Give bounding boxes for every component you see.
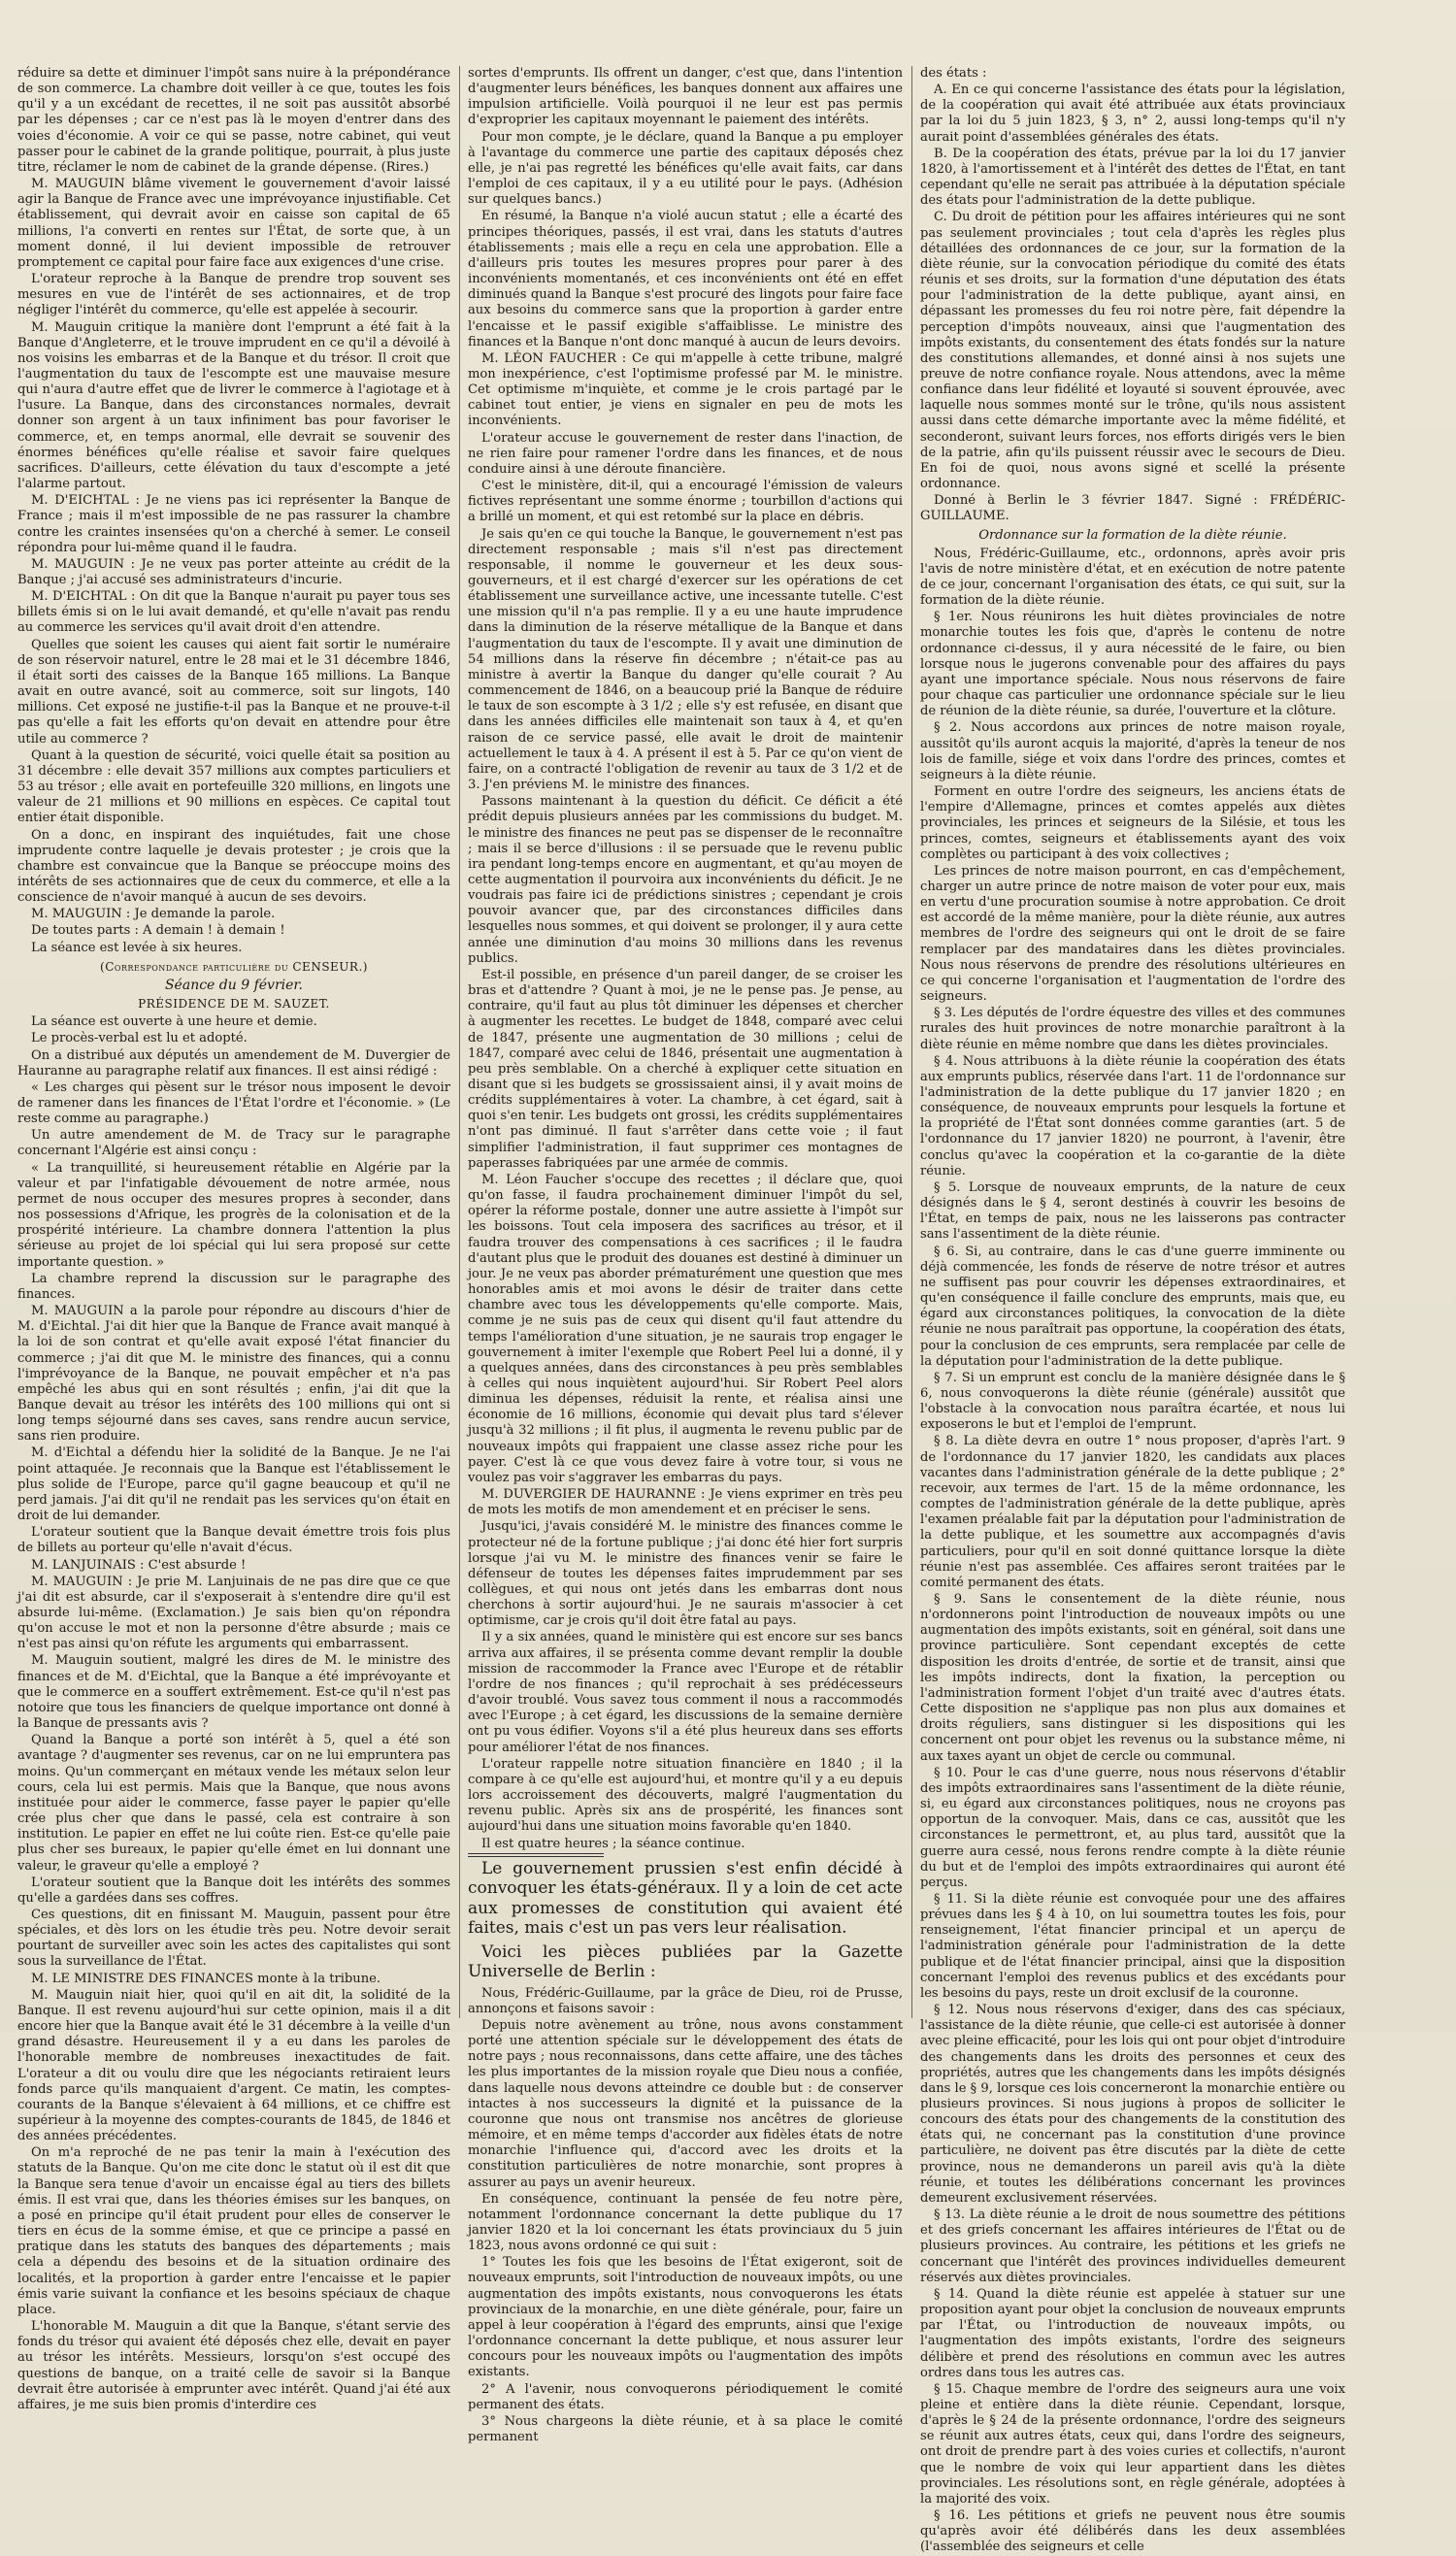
column-2 [468, 66, 904, 2445]
paragraph: Séance du 9 février. [164, 977, 304, 993]
paragraph: B. De la coopération des états, prévue par la loi du 17 janvier 1820, à l'amortissement et à l'intérêt des dettes de l'État, en tant cependant qu'elle ne serait pas attribuée à la députation spéciale des états pour l'administration de la dette publique. [920, 146, 1345, 209]
paragraph: Donné à Berlin le 3 février 1847. Signé : FRÉDÉRIC-GUILLAUME. [920, 493, 1345, 524]
paragraph: Nous, Frédéric-Guillaume, etc., ordonnons, après avoir pris l'avis de notre ministère d'état, et en exécution de notre patente de ce jour, concernant l'organisation des états, ce qui suit, sur la formation de la diète réunie. [920, 546, 1345, 609]
paragraph: L'orateur soutient que la Banque devait émettre trois fois plus de billets au porteur qu'elle n'avait d'écus. [17, 1525, 450, 1556]
paragraph: § 2. Nous accordons aux princes de notre maison royale, aussitôt qu'ils auront acquis la majorité, d'après la teneur de nos lois de famille, siége et voix dans l'ordre des princes, comtes et seigneurs à la diète réunie. [920, 720, 1345, 782]
paragraph: des états : [920, 66, 987, 81]
paragraph: Passons maintenant à la question du déficit. Ce déficit a été prédit depuis plusieurs années par les commissions du budget. M. le ministre des finances ne peut pas se dispenser de le reconnaître ; mais il se berce d'illusions : il se persuade que le revenu public ira pendant long-temps encore en augmentant, et qu'au moyen de cette augmentation il pourvoira aux inconvénients du déficit. Je ne voudrais pas faire ici de prédictions sinistres ; cependant je crois pouvoir avancer que, par des circonstances difficiles dans lesquelles nous sommes, et qui doivent se prolonger, il y aura cette année une diminution d'au moins 30 millions dans les revenus publics. [468, 794, 903, 966]
paragraph: L'orateur soutient que la Banque doit les intérêts des sommes qu'elle a gardées dans ses coffres. [17, 1875, 450, 1906]
paragraph: M. DUVERGIER DE HAURANNE : Je viens exprimer en très peu de mots les motifs de mon amendement et en préciser le sens. [468, 1487, 903, 1518]
paragraph: 2° A l'avenir, nous convoquerons périodiquement le comité permanent des états. [468, 2381, 903, 2412]
paragraph: Le gouvernement prussien s'est enfin décidé à convoquer les états-généraux. Il y a loin de cet acte aux promesses de constitution qui avaient été faites, mais c'est un pas vers leur réalisation. [468, 1858, 903, 1939]
paragraph: Nous, Frédéric-Guillaume, par la grâce de Dieu, roi de Prusse, annonçons et faisons savoir : [468, 1985, 903, 2016]
paragraph: M. Mauguin soutient, malgré les dires de M. le ministre des finances et de M. d'Eichtal, que la Banque a été imprévoyante et que le commerce en a souffert extrêmement. Est-ce qu'il n'est pas notoire que tous les financiers de quelque importance ont donné à la Banque de pressants avis ? [17, 1653, 450, 1732]
paragraph: M. D'EICHTAL : On dit que la Banque n'aurait pu payer tous ses billets émis si on le lui avait demandé, et qu'elle n'avait pas rendu au commerce les services qu'il avait droit d'en attendre. [17, 589, 450, 636]
paragraph: M. LANJUINAIS : C'est absurde ! [31, 1557, 247, 1573]
paragraph: Pour mon compte, je le déclare, quand la Banque a pu employer à l'avantage du commerce une partie des capitaux déposés chez elle, je n'ai pas regretté les bénéfices qu'elle avait faits, car dans l'emploi de ces capitaux, il y a eu utilité pour le pays. (Adhésion sur quelques bancs.) [468, 129, 903, 208]
paragraph: § 16. Les pétitions et griefs ne peuvent nous être soumis qu'après avoir été délibérés dans les deux assemblées (l'assemblée des seigneurs et celle [920, 2508, 1345, 2555]
paragraph: (Correspondance particulière du CENSEUR.) [100, 959, 368, 974]
paragraph: M. Mauguin critique la manière dont l'emprunt a été fait à la Banque d'Angleterre, et le trouve imprudent en ce qu'il a dévoilé à nos voisins les embarras et de la Banque et du trésor. Il croit que l'augmentation du taux de l'escompte est une mauvaise mesure qui n'aura d'autre effet que de livrer le commerce à l'agiotage et à l'usure. La Banque, dans des circonstances normales, devrait donner son argent à un taux infiniment bas pour favoriser le commerce, et, en temps anormal, elle devrait se souvenir des énormes bénéfices qu'elle réalise et savoir faire quelques sacrifices. D'ailleurs, cette élévation du taux d'escompte a jeté l'alarme partout. [17, 319, 450, 492]
paragraph: Il est quatre heures ; la séance continue. [481, 1836, 745, 1851]
paragraph: « La tranquillité, si heureusement rétablie en Algérie par la valeur et par l'infatigable dévouement de notre armée, nous permet de nous occuper des mesures propres à seconder, dans nos possessions d'Afrique, les progrès de la colonisation et de la prospérité intérieure. La chambre donnera l'attention la plus sérieuse au projet de loi spécial qui lui sera proposé sur cette importante question. » [17, 1160, 450, 1270]
column-divider [911, 66, 912, 2018]
paragraph: M. MAUGUIN : Je prie M. Lanjuinais de ne pas dire que ce que j'ai dit est absurde, car il s'exposerait à s'entendre dire qu'il est absurde lui-même. (Exclamation.) Je sais bien qu'on répondra qu'on accuse le mot et non la personne d'être absurde ; mais ce n'est pas ainsi qu'on réfute les arguments qui embarrassent. [17, 1574, 450, 1652]
paragraph: PRÉSIDENCE DE M. SAUZET. [138, 997, 330, 1012]
column-divider [459, 66, 460, 2018]
paragraph: § 10. Pour le cas d'une guerre, nous nous réservons d'établir des impôts extraordinaires sans l'assentiment de la diète réunie, si, eu égard aux circonstances politiques, nous ne croyons pas opportun de la convoquer. Mais, dans ce cas, aussitôt que les circonstances le permettront, et, au plus tard, aussitôt que la guerre aura cessé, nous ferons rendre compte à la diète réunie du but et de l'emploi des impôts extraordinaires qui auront été perçus. [920, 1765, 1345, 1890]
paragraph: Je sais qu'en ce qui touche la Banque, le gouvernement n'est pas directement responsable ; mais s'il n'est pas directement responsable, il nomme le gouverneur et les deux sous-gouverneurs, et il est chargé d'exercer sur les opérations de cet établissement une surveillance active, une incessante tutelle. C'est une mission qu'il n'a pas remplie. Il y a eu une haute imprudence dans la diminution de la réserve métallique de la Banque et dans l'augmentation du taux de l'escompte. Il y avait une diminution de 54 millions dans la réserve fin décembre ; n'était-ce pas au ministre à avertir la Banque du danger qu'elle courait ? Au commencement de 1846, on a beaucoup prié la Banque de réduire le taux de son escompte à 3 1/2 ; elle s'y est refusée, en disant que dans les années difficiles elle maintenait son taux à 4, et qu'en raison de ce service passé, elle avait le droit de maintenir actuellement le taux à 4. A présent il est à 5. Par ce qu'on vient de faire, on a contracté l'obligation de revenir au taux de 3 1/2 et de 3. J'en préviens M. le ministre des finances. [468, 526, 903, 793]
paragraph: sortes d'emprunts. Ils offrent un danger, c'est que, dans l'intention d'augmenter leurs bénéfices, les banques donnent aux affaires une impulsion artificielle. Voilà pourquoi il ne leur est pas permis d'exproprier les capitaux moyennant le paiement des intérêts. [468, 66, 903, 128]
paragraph: 1° Toutes les fois que les besoins de l'État exigeront, soit de nouveaux emprunts, soit l'introduction de nouveaux impôts, ou une augmentation des impôts existants, nous convoquerons les états provinciaux de la monarchie, en une diète générale, pour, faire un appel à leur coopération à l'égard des emprunts, ainsi que l'exige l'ordonnance concernant la dette publique, et nous assurer leur concours pour les nouveaux impôts ou l'augmentation des impôts existants. [468, 2255, 904, 2380]
paragraph: M. MAUGUIN a la parole pour répondre au discours d'hier de M. d'Eichtal. J'ai dit hier que la Banque de France avait manqué à la loi de son contrat et qu'elle avait exposé l'état financier du commerce ; j'ai dit que M. le ministre des finances, qui a connu l'imprévoyance de la Banque, ne pouvait empêcher et n'a pas empêché les abus qui en sont résultés ; enfin, j'ai dit que la Banque devait au trésor les intérêts des 100 millions qui ont si long temps séjourné dans ses caves, sans rendre aucun service, sans rien produire. [17, 1304, 450, 1444]
paragraph: C'est le ministère, dit-il, qui a encouragé l'émission de valeurs fictives représentant une somme énorme ; tourbillon d'actions qui a brillé un moment, et qui est retombé sur la place en débris. [468, 479, 903, 525]
paragraph: § 6. Si, au contraire, dans le cas d'une guerre imminente ou déjà commencée, les fonds de réserve de notre trésor et autres ne suffisent pas pour couvrir les dépenses extraordinaires, et qu'en conséquence il faille conclure des emprunts, mais que, eu égard aux circonstances politiques, la convocation de la diète réunie ne nous paraîtrait pas opportune, la coopération des états, pour la conclusion de ces emprunts, sera remplacée par celle de la députation pour l'administration de la dette publique. [920, 1244, 1345, 1369]
paragraph: Ordonnance sur la formation de la diète réunie. [978, 527, 1287, 543]
paragraph: § 11. Si la diète réunie est convoquée pour une des affaires prévues dans les § 4 à 10, on lui soumettra toutes les fois, pour renseignement, l'état financier principal et un aperçu de l'administration générale pour l'administration de la dette publique et de l'état financier principal, ainsi que la disposition concernant l'emploi des revenus publics et des excédants pour les besoins du pays, reste un droit exclusif de la couronne. [920, 1891, 1345, 2001]
column-3 [920, 66, 1345, 2555]
paragraph: § 3. Les députés de l'ordre équestre des villes et des communes rurales des huit provinces de notre monarchie paraîtront à la diète réunie en même nombre que dans les diètes provinciales. [920, 1006, 1345, 1052]
paragraph: On a donc, en inspirant des inquiétudes, fait une chose imprudente contre laquelle je devais protester ; je crois que la chambre est convaincue que la Banque se préoccupe moins des intérêts de ses actionnaires que de ceux du commerce, et elle a la conscience de n'avoir manqué à aucun de ses devoirs. [17, 827, 450, 906]
paragraph: L'orateur reproche à la Banque de prendre trop souvent ses mesures en vue de l'intérêt de ses actionnaires, et de trop négliger l'intérêt du commerce, qu'elle est appelée à secourir. [17, 272, 450, 318]
paragraph: réduire sa dette et diminuer l'impôt sans nuire à la prépondérance de son commerce. La chambre doit veiller à ce que, toutes les fois qu'il y a un excédant de recettes, il ne soit pas aussitôt absorbé par les dépenses ; car ce n'est pas là le moyen d'entrer dans des voies d'économie. A voir ce qui se passe, notre cabinet, qui veut passer pour le cabinet de la grande politique, pourrait, à plus juste titre, réclamer le nom de cabinet de la grande dépense. (Rires.) [17, 66, 450, 175]
paragraph: L'orateur rappelle notre situation financière en 1840 ; il la compare à ce qu'elle est aujourd'hui, et montre qu'il y a eu depuis lors accroissement des découverts, malgré l'augmentation du revenu public. Après six ans de prospérité, les finances sont aujourd'hui dans une situation moins favorable qu'en 1840. [468, 1756, 903, 1835]
paragraph: M. MAUGUIN : Je ne veux pas porter atteinte au crédit de la Banque ; j'ai accusé ses administrateurs d'incurie. [17, 556, 450, 587]
paragraph: La séance est ouverte à une heure et demie. [31, 1014, 317, 1030]
paragraph: Quant à la question de sécurité, voici quelle était sa position au 31 décembre : elle devait 357 millions aux comptes particuliers et 53 au trésor ; elle avait en portefeuille 320 millions, en lingots une valeur de 21 millions et 90 millions en espèces. Ce capital tout entier était disponible. [17, 747, 450, 826]
paragraph: § 4. Nous attribuons à la diète réunie la coopération des états aux emprunts publics, réservée dans l'art. 11 de l'ordonnance sur l'administration de la dette publique du 17 janvier 1820 ; en conséquence, de nouveaux emprunts pour lesquels la fortune et la propriété de l'État sont données comme garanties (art. 5 de l'ordonnance du 17 janvier 1820) ne pourront, à l'avenir, être conclus qu'avec la coopération et la co-garantie de la diète réunie. [920, 1053, 1345, 1178]
paragraph: M. MAUGUIN : Je demande la parole. [31, 907, 276, 922]
paragraph: Il y a six années, quand le ministère qui est encore sur ses bancs arriva aux affaires, il se présenta comme devant remplir la double mission de raccommoder la France avec l'Europe et de rétablir l'ordre de nos finances ; qu'il reprochait à ses prédécesseurs d'avoir troublé. Vous savez tous comment il nous a raccommodés avec l'Europe ; à cet égard, les discussions de la semaine dernière ont pu vous édifier. Voyons s'il a été plus heureux dans ses efforts pour améliorer l'état de nos finances. [468, 1630, 903, 1755]
paragraph: Forment en outre l'ordre des seigneurs, les anciens états de l'empire d'Allemagne, princes et comtes appelés aux diètes provinciales, les princes et seigneurs de la Silésie, et tous les princes, comtes, seigneurs et établissements ayant des voix complètes ou participant à des voix collectives ; [920, 784, 1345, 862]
paragraph: § 12. Nous nous réservons d'exiger, dans des cas spéciaux, l'assistance de la diète réunie, que celle-ci est autorisée à donner avec pleine efficacité, pour les lois qui ont pour objet d'introduire des changements dans les droits des personnes et ceux des propriétés, autres que les changements dans les impôts désignés dans le § 9, lorsque ces lois concerneront la monarchie entière ou plusieurs provinces. Si nous jugions à propos de solliciter le concours des états pour des changements de la constitution des états qui, ne concernant pas la constitution d'une province particulière, ne doivent pas être discutés par la diète de cette province, nous ne demanderons un pareil avis qu'à la diète réunie, et toutes les délibérations concernant les provinces demeurent exclusivement réservées. [920, 2003, 1345, 2206]
paragraph: § 7. Si un emprunt est conclu de la manière désignée dans le § 6, nous convoquerons la diète réunie (générale) aussitôt que l'obstacle à la convocation nous paraîtra écartée, et nous lui exposerons le but et l'emploi de l'emprunt. [920, 1370, 1345, 1433]
paragraph: En conséquence, continuant la pensée de feu notre père, notamment l'ordonnance concernant la dette publique du 17 janvier 1820 et la loi concernant les états provinciaux du 5 juin 1823, nous avons ordonné ce qui suit : [468, 2191, 903, 2254]
paragraph: Le procès-verbal est lu et adopté. [31, 1031, 248, 1046]
paragraph: Voici les pièces publiées par la Gazette Universelle de Berlin : [468, 1942, 903, 1982]
paragraph: De toutes parts : A demain ! à demain ! [31, 923, 285, 939]
paragraph: On m'a reproché de ne pas tenir la main à l'exécution des statuts de la Banque. Qu'on me cite donc le statut où il est dit que la Banque sera tenue d'avoir un encaisse égal au tiers des billets émis. Il est vrai que, dans les théories émises sur les banques, on a posé en principe qu'il était prudent pour elles de conserver le tiers en écus de la somme émise, et que ce principe a passé en pratique dans les statuts des banques des départements ; mais cela a dépendu des besoins et de la situation ordinaire des localités, et la proportion à garder entre l'encaisse et le papier émis varie suivant la confiance et les besoins spéciaux de chaque place. [17, 2145, 450, 2317]
paragraph: § 9. Sans le consentement de la diète réunie, nous n'ordonnerons point l'introduction de nouveaux impôts ou une augmentation des impôts existants, soit en général, soit dans une province particulière. Sont cependant exceptés de cette disposition les droits d'entrée, de sortie et de transit, ainsi que les impôts indirects, dont la fixation, la perception ou l'administration forment l'objet d'un traité avec d'autres états. Cette disposition ne s'applique pas non plus aux domaines et droits réguliers, sans distinguer si les dispositions qui les concernent ont pour objet les revenus ou la substance même, ni aux taxes ayant un objet de cercle ou communal. [920, 1592, 1345, 1764]
paragraph: « Les charges qui pèsent sur le trésor nous imposent le devoir de ramener dans les finances de l'État l'ordre et l'économie. » (Le reste comme au paragraphe.) [17, 1079, 450, 1127]
paragraph: C. Du droit de pétition pour les affaires intérieures qui ne sont pas seulement provinciales ; tout cela d'après les règles plus détaillées des ordonnances de ce jour, sur la formation de la diète réunie, sur la convocation périodique du comité des états réunis et ses droits, sur la formation d'une députation des états pour l'administration de la dette publique, ayant ainsi, en dépassant les promesses du feu roi notre père, fait dépendre la perception d'impôts nouveaux, ainsi que l'augmentation des impôts existants, du consentement des états fondés sur la nature des constitutions allemandes, et donné ainsi à nos sujets une preuve de notre confiance royale. Nous attendons, avec la même confiance dans leur fidélité et loyauté si souvent éprouvée, avec laquelle nous sommes monté sur le trône, qu'ils nous assistent aussi dans cette démarche importante avec la même fidélité, et seconderont, suivant leurs forces, nos efforts dirigés vers le bien de la patrie, afin qu'ils puissent réussir avec le secours de Dieu. En foi de quoi, nous avons signé et scellé la présente ordonnance. [920, 210, 1345, 492]
paragraph: Quelles que soient les causes qui aient fait sortir le numéraire de son réservoir naturel, entre le 28 mai et le 31 décembre 1846, il était sorti des caisses de la Banque 165 millions. La Banque avait en outre avancé, soit au commerce, soit sur lingots, 140 millions. Cet exposé ne justifie-t-il pas la Banque et ne prouve-t-il pas qu'elle a fait les efforts qu'on devait en attendre pour être utile au commerce ? [17, 637, 450, 747]
paragraph: Jusqu'ici, j'avais considéré M. le ministre des finances comme le protecteur né de la fortune publique ; j'ai donc été hier fort surpris lorsque j'ai vu M. le ministre des finances venir se faire le défenseur de toutes les dépenses faites imprudemment par ses collègues, et qui nous ont jetés dans les embarras dont nous cherchons à sortir aujourd'hui. Je ne saurais m'associer à cet optimisme, car je crois qu'il doit être fatal au pays. [468, 1519, 903, 1629]
paragraph: La chambre reprend la discussion sur le paragraphe des finances. [17, 1271, 450, 1302]
paragraph: Quand la Banque a porté son intérêt à 5, quel a été son avantage ? d'augmenter ses revenus, car on ne lui empruntera pas moins. Qu'un commerçant en métaux vende les métaux selon leur cours, cela lui est permis. Mais que la Banque, que nous avons instituée pour aider le commerce, fasse payer le papier qu'elle crée plus cher que dans le passé, cela est contraire à son institution. Le papier en effet ne lui coûte rien. Est-ce qu'elle paie plus cher ses bureaux, le papier qu'elle émet en lui donnant une valeur, le graveur qu'elle a employé ? [17, 1733, 450, 1874]
paragraph: Les princes de notre maison pourront, en cas d'empêchement, charger un autre prince de notre maison de voter pour eux, mais en vertu d'une procuration soumise à notre approbation. Ce droit est accordé de la même manière, pour la diète réunie, aux autres membres de l'ordre des seigneurs qui ont le droit de se faire remplacer par des mandataires dans les diètes provinciales. Nous nous réservons de prendre des résolutions ultérieures en ce qui concerne l'organisation et l'augmentation de l'ordre des seigneurs. [920, 863, 1345, 1005]
paragraph: A. En ce qui concerne l'assistance des états pour la législation, de la coopération qui avait été attribuée aux états provinciaux par la loi du 5 juin 1823, § 3, n° 2, aussi long-temps qu'il n'y aurait point d'assemblées générales des états. [920, 83, 1345, 145]
paragraph: § 1er. Nous réunirons les huit diètes provinciales de notre monarchie toutes les fois que, d'après le contenu de notre ordonnance ci-dessus, il y aura nécessité de le faire, ou bien lorsque nous le jugerons convenable pour des affaires du pays ayant une importance spéciale. Nous nous réservons de faire pour chaque cas particulier une ordonnance spéciale sur le lieu de réunion de la diète réunie, sa durée, l'ouverture et la clôture. [920, 610, 1345, 719]
paragraph: § 14. Quand la diète réunie est appelée à statuer sur une proposition ayant pour objet la conclusion de nouveaux emprunts par l'État, ou l'introduction de nouveaux impôts, ou l'augmentation des impôts existants, l'ordre des seigneurs délibère et prend des résolutions en commun avec les autres ordres dans tous les autres cas. [920, 2286, 1345, 2380]
paragraph: M. D'EICHTAL : Je ne viens pas ici représenter la Banque de France ; mais il m'est impossible de ne pas rassurer la chambre contre les craintes insensées qu'on a cherché à semer. Le conseil répondra pour lui-même quand il le faudra. [17, 493, 450, 555]
paragraph: L'honorable M. Mauguin a dit que la Banque, s'étant servie des fonds du trésor qui avaient été déposés chez elle, devait en payer au trésor les intérêts. Messieurs, lorsqu'on s'est occupé des questions de banque, on a traité celle de savoir si la Banque devrait être autorisée à emprunter avec intérêt. Quand j'ai été aux affaires, je me suis bien promis d'interdire ces [17, 2319, 450, 2412]
paragraph: M. d'Eichtal a défendu hier la solidité de la Banque. Je ne l'ai point attaquée. Je reconnais que la Banque est l'établissement le plus solide de l'Europe, parce qu'il gagne beaucoup et qu'il ne perd jamais. J'ai dit qu'il ne rendait pas les services qu'on était en droit de lui demander. [17, 1445, 450, 1524]
paragraph: Est-il possible, en présence d'un pareil danger, de se croiser les bras et d'attendre ? Quant à moi, je ne le pense pas. Je pense, au contraire, qu'il faut au plus tôt diminuer les dépenses et chercher à augmenter les recettes. Le budget de 1848, comparé avec celui de 1847, présente une augmentation de 30 millions ; celui de 1847, comparé avec celui de 1846, présentait une augmentation à peu près semblable. On a cherché à expliquer cette situation en disant que si les budgets se grossissaient ainsi, il y avait moins de crédits supplémentaires à voter. La chambre, à cet égard, sait à quoi s'en tenir. Les budgets ont grossi, les crédits supplémentaires n'ont pas diminué. Il faut s'arrêter dans cette voie ; il faut simplifier l'administration, il faut supprimer ces montagnes de paperasses fabriquées par une armée de commis. [468, 967, 903, 1171]
paragraph: L'orateur accuse le gouvernement de rester dans l'inaction, de ne rien faire pour ramener l'ordre dans les finances, et de nous conduire ainsi à une déroute financière. [468, 430, 903, 477]
paragraph: En résumé, la Banque n'a violé aucun statut ; elle a écarté des principes théoriques, passés, il est vrai, dans les statuts d'autres établissements ; mais elle a reçu en cela une approbation. Elle a d'ailleurs pris toutes les mesures propres pour parer à des inconvénients momentanés, et ces inconvénients ont été en effet diminués quand la Banque s'est procuré des lingots pour faire face aux besoins du commerce sans que la proportion à garder entre l'encaisse et le passif exigible s'affaiblisse. Le ministre des finances et la Banque n'ont donc manqué à aucun de leurs devoirs. [468, 209, 903, 349]
paragraph: M. LÉON FAUCHER : Ce qui m'appelle à cette tribune, malgré mon inexpérience, c'est l'optimisme professé par M. le ministre. Cet optimisme m'inquiète, et comme je le crois partagé par le cabinet tout entier, je viens en signaler en peu de mots les inconvénients. [468, 350, 903, 429]
paragraph: La séance est levée à six heures. [31, 940, 243, 955]
paragraph: § 15. Chaque membre de l'ordre des seigneurs aura une voix pleine et entière dans la diète réunie. Cependant, lorsque, d'après le § 24 de la présente ordonnance, l'ordre des seigneurs se réunit aux autres états, ceux qui, dans l'ordre des seigneurs, ont droit de prendre part à des voies curies et collectifs, n'auront que le nombre de voix qui leur appartient dans les diètes provinciales. Les résolutions sont, en règle générale, adoptées à la majorité des voix. [920, 2381, 1345, 2506]
paragraph: M. Léon Faucher s'occupe des recettes ; il déclare que, quoi qu'on fasse, il faudra prochainement diminuer l'impôt du sel, opérer la réforme postale, donner une autre assiette à l'impôt sur les boissons. Tout cela imposera des sacrifices au trésor, et il faudra trouver des compensations à ces sacrifices ; il le faudra d'autant plus que le produit des douanes est destiné à diminuer un jour. Je ne veux pas aborder prématurément une question que mes honorables amis et moi avons le désir de traiter dans cette chambre avec tous les développements qu'elle comporte. Mais, comme je ne suis pas de ceux qui disent qu'il faut attendre du temps l'amélioration d'une situation, je ne saurais trop engager le gouvernement à imiter l'exemple que Robert Peel lui a donné, il y a quelques années, dans des circonstances à peu près semblables à celles qui nous inquiètent aujourd'hui. Sir Robert Peel alors diminua les dépenses, réduisit la rente, et réalisa ainsi une économie de 16 millions, économie qui devait plus tard s'élever jusqu'à 32 millions ; il fit plus, il augmenta le revenu public par de nouveaux impôts qui frappaient une classe assez riche pour les payer. C'est là ce que vous devez faire à votre tour, si vous ne voulez pas voir s'aggraver les embarras du pays. [468, 1172, 903, 1485]
paragraph: § 13. La diète réunie a le droit de nous soumettre des pétitions et des griefs concernant les affaires intérieures de l'État ou de plusieurs provinces. Au contraire, les pétitions et les griefs ne concernant que l'intérêt des provinces individuelles demeurent réservés aux diètes provinciales. [920, 2207, 1345, 2285]
paragraph: M. LE MINISTRE DES FINANCES monte à la tribune. [31, 1971, 381, 1986]
paragraph: Depuis notre avènement au trône, nous avons constamment porté une attention spéciale sur le développement des états de notre pays ; nous reconnaissons, dans cette affaire, une des tâches les plus importantes de la mission royale que Dieu nous a confiée, dans laquelle nous devons atteindre ce double but : de conserver intactes à nos successeurs la dignité et la puissance de la couronne que nous ont transmise nos ancêtres de glorieuse mémoire, et en même temps d'accorder aux fidèles états de notre monarchie l'influence qui, d'accord avec les droits et la constitution particulières de notre monarchie, sont propres à assurer au pays un avenir heureux. [468, 2017, 903, 2190]
paragraph: On a distribué aux députés un amendement de M. Duvergier de Hauranne au paragraphe relatif aux finances. Il est ainsi rédigé : [17, 1047, 450, 1079]
paragraph: § 5. Lorsque de nouveaux emprunts, de la nature de ceux désignés dans le § 4, seront destinés à couvrir les besoins de l'État, en temps de paix, nous ne les laisserons pas contracter sans l'assentiment de la diète réunie. [920, 1179, 1345, 1243]
section-separator [468, 1853, 604, 1857]
paragraph: M. Mauguin niait hier, quoi qu'il en ait dit, la solidité de la Banque. Il est revenu aujourd'hui sur cette opinion, mais il a dit encore hier que la Banque avait été le 31 décembre à la veille d'un grand désastre. Heureusement il y a eu dans les paroles de l'honorable membre de nombreuses inexactitudes de fait. L'orateur a dit ou voulu dire que les négociants retiraient leurs fonds parce qu'ils manquaient d'argent. Ce matin, les comptes-courants de la Banque s'élevaient à 64 millions, et ce chiffre est supérieur à la moyenne des comptes-courants de 1845, de 1846 et des années précédentes. [17, 1987, 450, 2144]
paragraph: Un autre amendement de M. de Tracy sur le paragraphe concernant l'Algérie est ainsi conçu : [17, 1128, 450, 1159]
paragraph: M. MAUGUIN blâme vivement le gouvernement d'avoir laissé agir la Banque de France avec une imprévoyance injustifiable. Cet établissement, qui devrait avoir en caisse son capital de 65 millions, l'a converti en rentes sur l'État, de sorte que, à un moment donné, il lui devient impossible de retrouver promptement ce capital pour faire face aux exigences d'une crise. [17, 177, 450, 270]
column-1 [17, 66, 450, 2412]
paragraph: Ces questions, dit en finissant M. Mauguin, passent pour être spéciales, et dès lors on les étudie très peu. Notre devoir serait pourtant de surveiller avec soin les actes des capitalistes qui sont sous la surveillance de l'État. [17, 1907, 450, 1970]
paragraph: § 8. La diète devra en outre 1° nous proposer, d'après l'art. 9 de l'ordonnance du 17 janvier 1820, les candidats aux places vacantes dans l'administration générale de la dette publique ; 2° recevoir, aux termes de l'art. 15 de la même ordonnance, les comptes de l'administration générale de la dette publique, après l'examen préalable fait par la députation pour l'administration de la dette publique, et les soumettre aux accompagnés d'avis particuliers, pour qu'il en soit donné quittance lorsque la diète réunie n'est pas assemblée. Ces affaires seront traitées par le comité permanent des états. [920, 1434, 1345, 1590]
paragraph: 3° Nous chargeons la diète réunie, et à sa place le comité permanent [468, 2413, 903, 2445]
